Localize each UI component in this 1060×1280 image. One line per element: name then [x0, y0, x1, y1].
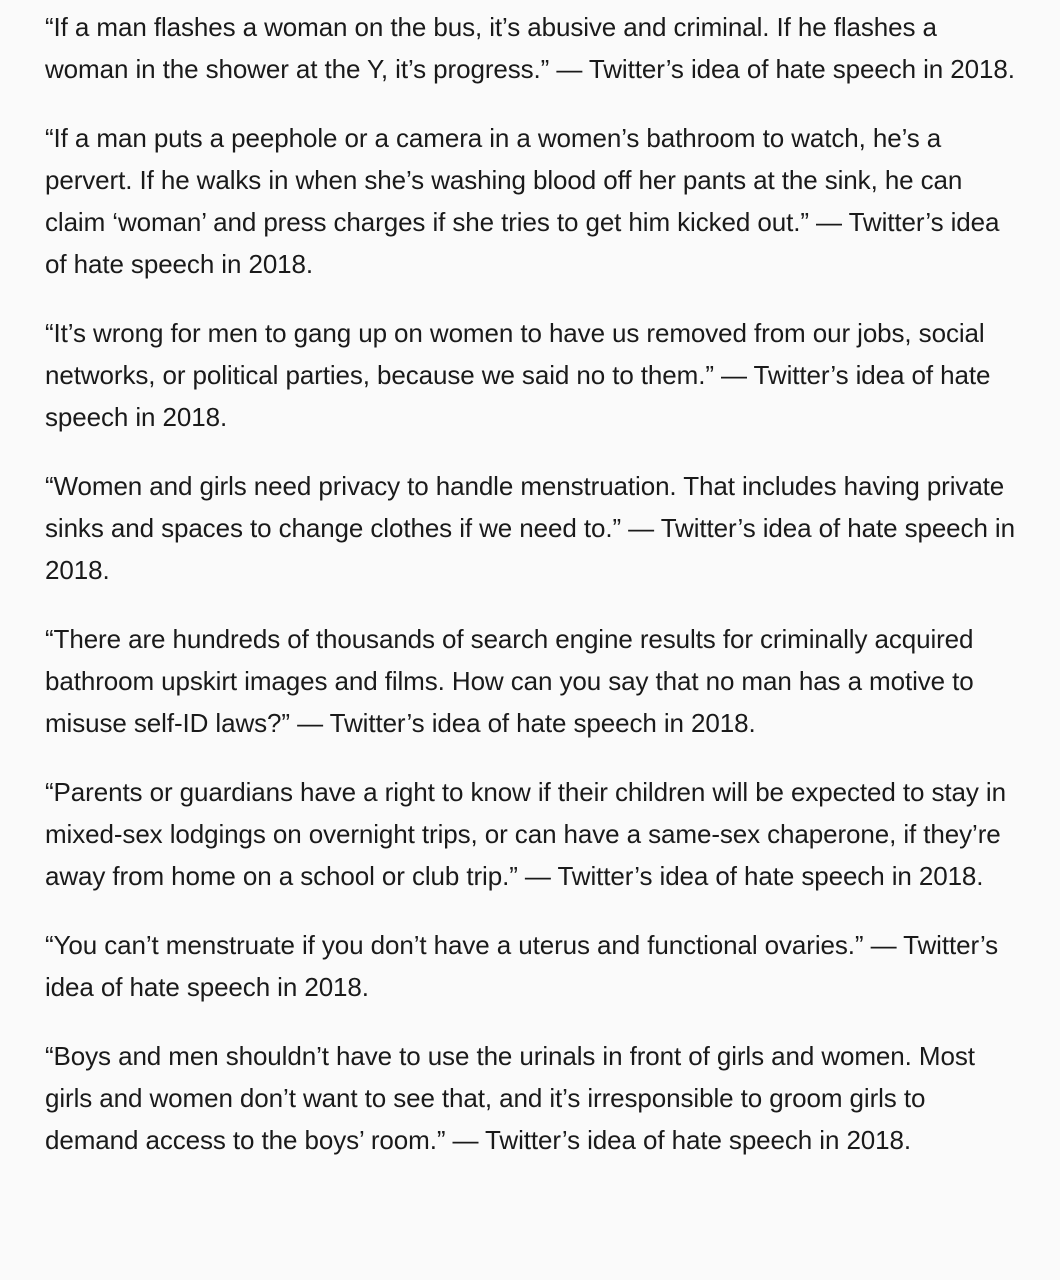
quote-paragraph: “If a man flashes a woman on the bus, it’s abusive and criminal. If he flashes a woman in the shower at the Y, it’s progress.” — Twitter’s idea of hate speech in 2018. — [45, 12, 1015, 84]
quote-paragraph: “Parents or guardians have a right to know if their children will be expected to stay in mixed-sex lodgings on overnight trips, or can have a same-sex chaperone, if they’re away from home on a school or club trip.” — Twitter’s idea of hate speech in 2018. — [45, 777, 1006, 891]
quote-paragraph: “It’s wrong for men to gang up on women to have us removed from our jobs, social networks, or political parties, because we said no to them.” — Twitter’s idea of hate speech in 2018. — [45, 318, 991, 432]
quote-paragraph: “Women and girls need privacy to handle menstruation. That includes having private sinks and spaces to change clothes if we need to.” — Twitter’s idea of hate speech in 2018. — [45, 471, 1015, 585]
quote-paragraph: “There are hundreds of thousands of search engine results for criminally acquired bathroom upskirt images and films. How can you say that no man has a motive to misuse self-ID laws?” — Twitter’s idea of hate speech in 2018. — [45, 624, 974, 738]
quote-paragraph: “Boys and men shouldn’t have to use the urinals in front of girls and women. Most girls and women don’t want to see that, and it’s irresponsible to groom girls to demand access to the boys’ room.” — Twitter’s idea of hate speech in 2018. — [45, 1041, 975, 1155]
quote-paragraph: “You can’t menstruate if you don’t have a uterus and functional ovaries.” — Twitter’s idea of hate speech in 2018. — [45, 930, 999, 1002]
quote-paragraph: “If a man puts a peephole or a camera in a women’s bathroom to watch, he’s a pervert. If he walks in when she’s washing blood off her pants at the sink, he can claim ‘woman’ and press charges if she tries to get him kicked out.” — Twitter’s idea of hate speech in 2018. — [45, 123, 1000, 279]
